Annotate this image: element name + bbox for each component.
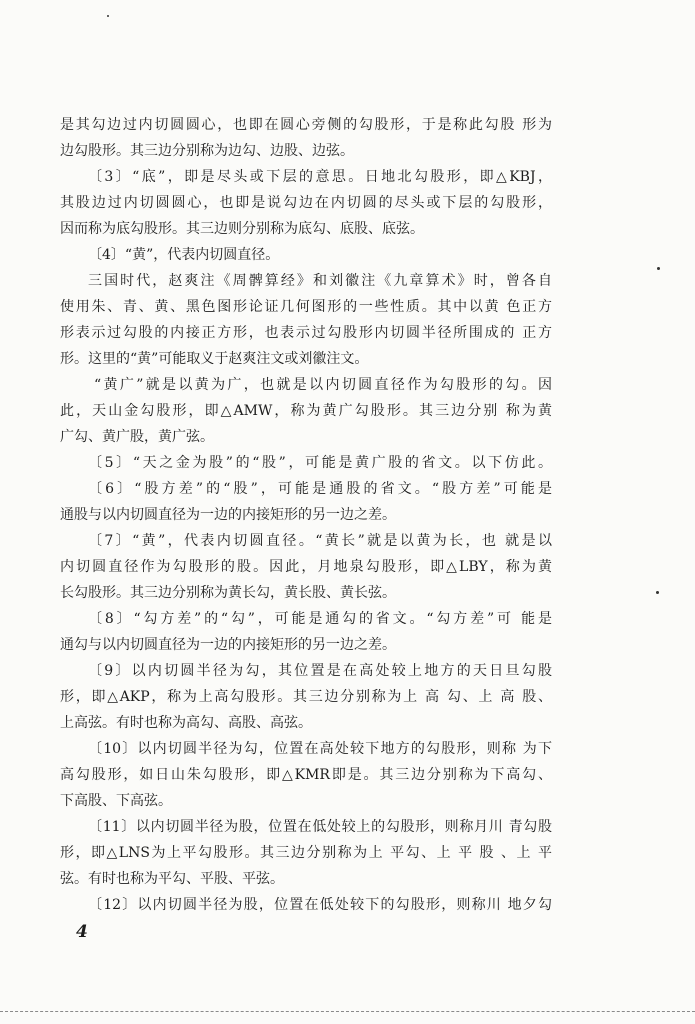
text-line: 因而称为底勾股形。其三边则分别称为底勾、底股、底弦。 <box>60 221 424 237</box>
text-line: 〔8〕“勾方差”的“勾”，可能是通勾的省文。“勾方差”可 能是 <box>88 611 552 627</box>
text-line: 是其勾边过内切圆圆心，也即在圆心旁侧的勾股形，于是称此勾股 形为 <box>60 117 552 133</box>
text-line: 三国时代，赵爽注《周髀算经》和刘徽注《九章算术》时，曾各自 <box>88 273 552 289</box>
body-text <box>60 112 552 918</box>
text-line: 形，即△AKP，称为上高勾股形。其三边分别称为上 高 勾、上 高 股、 <box>60 689 552 705</box>
text-line: 边勾股形。其三边分别称为边勾、边股、边弦。 <box>60 143 354 159</box>
text-line: 通勾与以内切圆直径为一边的内接矩形的另一边之差。 <box>60 637 396 653</box>
text-line: 〔11〕以内切圆半径为股，位置在低处较上的勾股形，则称月川 青勾股 <box>88 819 552 835</box>
text-line: 下高股、下高弦。 <box>60 793 172 809</box>
scan-speck <box>107 15 109 17</box>
bottom-edge-rule <box>0 1011 695 1012</box>
page-number: 4 <box>76 922 88 942</box>
text-line: 通股与以内切圆直径为一边的内接矩形的另一边之差。 <box>60 507 396 523</box>
text-line: 内切圆直径作为勾股形的股。因此，月地泉勾股形，即△LBY，称为黄 <box>60 559 552 575</box>
text-line: 高勾股形，如日山朱勾股形，即△KMR即是。其三边分别称为下高勾、 <box>60 767 552 783</box>
text-line: 弦。有时也称为平勾、平股、平弦。 <box>60 871 284 887</box>
scan-speck <box>656 591 659 594</box>
text-line: 〔12〕以内切圆半径为股，位置在低处较下的勾股形，则称川 地夕勾 <box>88 897 552 913</box>
text-line: 使用朱、青、黄、黑色图形论证几何图形的一些性质。其中以黄 色正方 <box>60 299 552 315</box>
text-line: 长勾股形。其三边分别称为黄长勾，黄长股、黄长弦。 <box>60 585 396 601</box>
text-line: 其股边过内切圆圆心，也即是说勾边在内切圆的尽头或下层的勾股形， <box>60 195 552 211</box>
text-line: 〔4〕“黄”，代表内切圆直径。 <box>88 247 280 263</box>
text-line: 〔10〕以内切圆半径为勾，位置在高处较下地方的勾股形，则称 为下 <box>88 741 552 757</box>
text-line: 〔6〕“股方差”的“股”，可能是通股的省文。“股方差”可能是 <box>88 481 552 497</box>
text-line: 〔5〕“天之金为股”的“股”，可能是黄广股的省文。以下仿此。 <box>88 455 552 471</box>
text-line: 广勾、黄广股，黄广弦。 <box>60 429 214 445</box>
text-line: 形，即△LNS为上平勾股形。其三边分别称为上 平勾、上 平 股 、上 平 <box>60 845 552 861</box>
text-line: 形。这里的“黄”可能取义于赵爽注文或刘徽注文。 <box>60 351 369 367</box>
text-line: “黄广”就是以黄为广，也就是以内切圆直径作为勾股形的勾。因 <box>94 377 552 393</box>
text-line: 形表示过勾股的内接正方形，也表示过勾股形内切圆半径所围成的 正方 <box>60 325 552 341</box>
text-line: 〔7〕“黄”，代表内切圆直径。“黄长”就是以黄为长，也 就是以 <box>88 533 552 549</box>
text-line: 此，天山金勾股形，即△AMW，称为黄广勾股形。其三边分别 称为黄 <box>60 403 552 419</box>
text-line: 〔9〕以内切圆半径为勾，其位置是在高处较上地方的天日旦勾股 <box>88 663 552 679</box>
scan-speck <box>657 267 660 270</box>
text-line: 〔3〕“底”，即是尽头或下层的意思。日地北勾股形，即△KBJ， <box>88 169 552 185</box>
text-line: 上高弦。有时也称为高勾、高股、高弦。 <box>60 715 312 731</box>
